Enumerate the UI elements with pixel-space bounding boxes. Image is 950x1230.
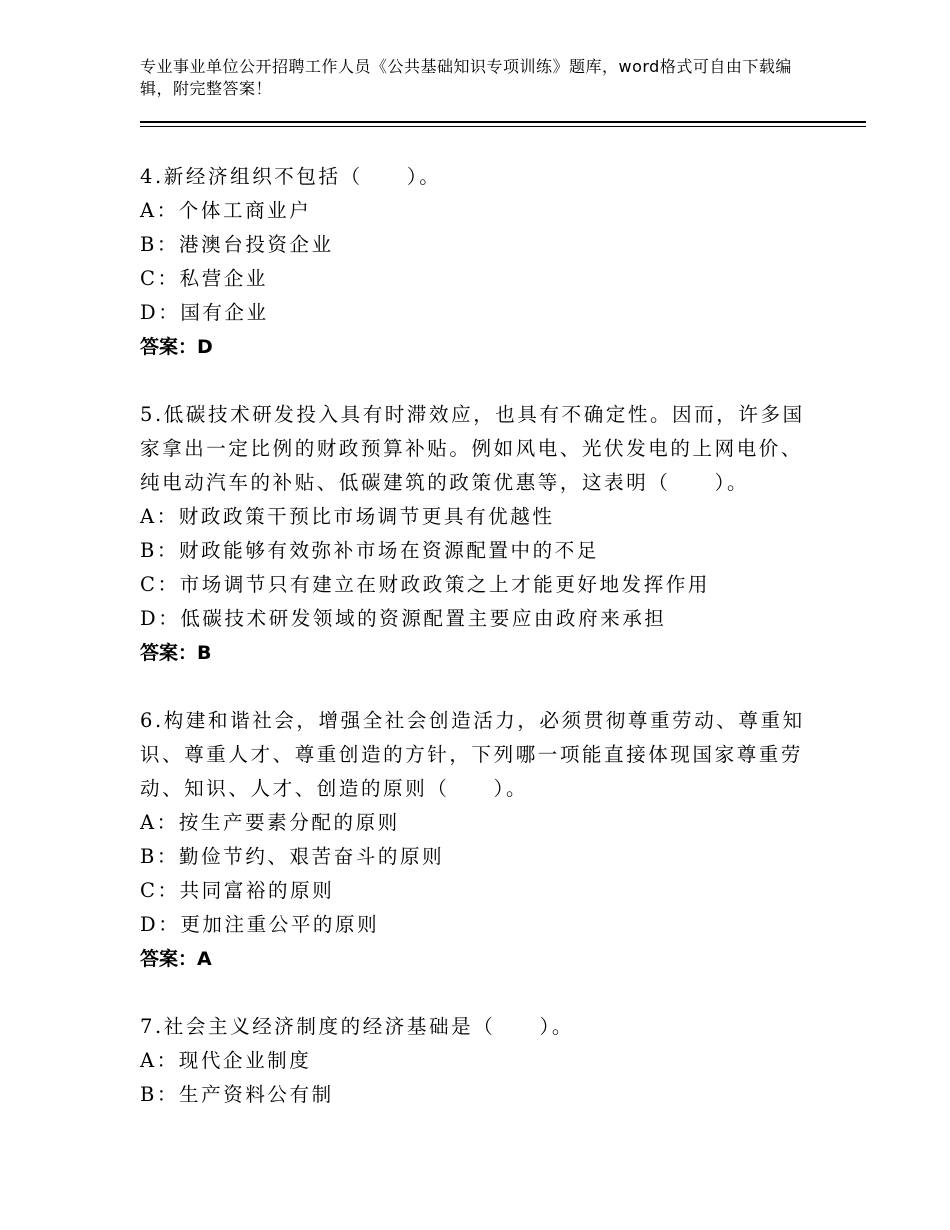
option-d: D：更加注重公平的原则 xyxy=(140,913,380,936)
document-header: 专业事业单位公开招聘工作人员《公共基础知识专项训练》题库，word格式可自由下载编辑，附完整答案！ xyxy=(140,57,792,98)
question-7 xyxy=(140,1010,820,1112)
option-b: B：港澳台投资企业 xyxy=(140,233,334,256)
option-d: D：低碳技术研发领域的资源配置主要应由政府来承担 xyxy=(140,607,667,630)
question-4 xyxy=(140,160,820,364)
option-c: C：市场调节只有建立在财政政策之上才能更好地发挥作用 xyxy=(140,573,711,596)
option-d: D：国有企业 xyxy=(140,301,269,324)
option-a: A：按生产要素分配的原则 xyxy=(140,811,400,834)
question-stem: 5.低碳技术研发投入具有时滞效应，也具有不确定性。因而，许多国家拿出一定比例的财政预算补贴。例如风电、光伏发电的上网电价、纯电动汽车的补贴、低碳建筑的政策优惠等，这表明（ ）。 xyxy=(140,403,805,494)
option-b: B：勤俭节约、艰苦奋斗的原则 xyxy=(140,845,445,868)
option-b: B：财政能够有效弥补市场在资源配置中的不足 xyxy=(140,539,599,562)
option-a: A：财政政策干预比市场调节更具有优越性 xyxy=(140,505,555,528)
question-stem: 6.构建和谐社会，增强全社会创造活力，必须贯彻尊重劳动、尊重知识、尊重人才、尊重创造的方针，下列哪一项能直接体现国家尊重劳动、知识、人才、创造的原则（ ）。 xyxy=(140,709,805,800)
question-6 xyxy=(140,704,820,976)
option-b: B：生产资料公有制 xyxy=(140,1083,334,1106)
option-a: A：个体工商业户 xyxy=(140,199,312,222)
answer-label: 答案：B xyxy=(140,642,212,664)
header-divider-thin xyxy=(140,126,866,127)
option-c: C：私营企业 xyxy=(140,267,269,290)
option-c: C：共同富裕的原则 xyxy=(140,879,335,902)
question-stem: 4.新经济组织不包括（ ）。 xyxy=(140,165,442,188)
question-stem: 7.社会主义经济制度的经济基础是（ ）。 xyxy=(140,1015,574,1038)
header-divider-thick xyxy=(140,121,866,123)
option-a: A：现代企业制度 xyxy=(140,1049,312,1072)
question-5 xyxy=(140,398,820,670)
answer-label: 答案：A xyxy=(140,948,212,970)
answer-label: 答案：D xyxy=(140,336,213,358)
question-list xyxy=(140,160,820,1146)
